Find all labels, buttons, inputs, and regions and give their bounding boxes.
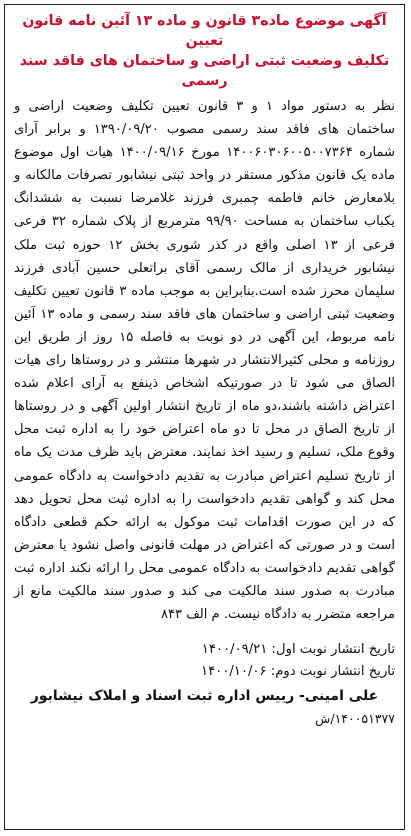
signature: علی امینی- رییس اداره ثبت اسناد و املاک نیشابور xyxy=(30,688,379,705)
second-publication-line xyxy=(14,661,395,683)
notice-code: ۱۴۰۰۵۱۳۷۷/ش xyxy=(315,711,395,727)
legal-notice xyxy=(4,4,405,830)
notice-title-line-1: آگهی موضوع ماده۳ قانون و ماده ۱۳ آئین نامه قانون تعیین xyxy=(22,13,387,49)
first-publication-label: تاریخ انتشار نوبت اول: xyxy=(271,642,395,658)
notice-title-line-2: تکلیف وضعیت ثبتی اراضی و ساختمان های فاقد سند رسمی xyxy=(19,53,390,89)
second-publication-label: تاریخ انتشار نوبت دوم: xyxy=(270,664,395,680)
notice-title xyxy=(14,11,395,91)
second-publication-date: ۱۴۰۰/۱۰/۰۶ xyxy=(201,664,267,680)
notice-body: نظر به دستور مواد ۱ و ۳ قانون تعیین تکلیف وضعیت اراضی و ساختمان های فاقد سند رسمی مصوب ۱۳۹۰/۰۹/۲۰ و برابر آرای شماره ۱۴۰۰۶۰۳۰۶۰۰۵۰۰۷۳۶۴ مورخ ۱۴۰۰/۰۹/۱۶ هیات اول موضوع ماده یک قانون مذکور مستقر در واحد ثبتی نیشابور تصرفات مالکانه و بلامعارض خانم فاطمه چمبری فرزند غلامرضا نسبت به ششدانگ یکباب ساختمان به مساحت ۹۹/۹۰ مترمربع از پلاک شماره ۳۲ فرعی فرعی از ۱۳ اصلی واقع در کذر شوری بخش ۱۲ حوزه ثبت ملک نیشابور خریداری از مالک رسمی آقای براتعلی حسین آبادی فرزند سلیمان محرز شده است.بنابراین به موجب ماده ۳ قانون تعیین تکلیف وضعیت ثبتی اراضی و ساختمان های فاقد سند رسمی و ماده ۱۳ آئین نامه مربوط، این آگهی در دو نوبت به فاصله ۱۵ روز از طریق این روزنامه و محلی کثیرالانتشار در شهرها منتشر و در روستاها رای هیات الصاق می شود تا در صورتیکه اشخاص ذینفع به آرای اعلام شده اعتراض داشته باشند،دو ماه از تاریخ انتشار اولین آگهی و در روستاها از تاریخ الصاق در محل تا دو ماه اعتراض خود را به اداره ثبت محل وقوع ملک، تسلیم و رسید اخذ نمایند. معترض باید ظرف مدت یک ماه از تاریخ تسلیم اعتراض مبادرت به تقدیم دادخواست به دادگاه عمومی محل کند و گواهی تقدیم دادخواست را به اداره ثبت محل تحویل دهد که در این صورت اقدامات ثبت موکول به ارائه حکم قطعی دادگاه است و در صورتی که اعتراض در مهلت قانونی واصل نشود یا معترض گواهی تقدیم دادخواست به دادگاه عمومی محل را ارائه نکند اداره ثبت مبادرت به صدور سند مالکیت می کند و صدور سند مالکیت مانع از مراجعه متضرر به دادگاه نیست. م الف ۸۴۳ xyxy=(14,99,395,623)
first-publication-line xyxy=(14,639,395,661)
first-publication-date: ۱۴۰۰/۰۹/۲۱ xyxy=(201,642,268,658)
